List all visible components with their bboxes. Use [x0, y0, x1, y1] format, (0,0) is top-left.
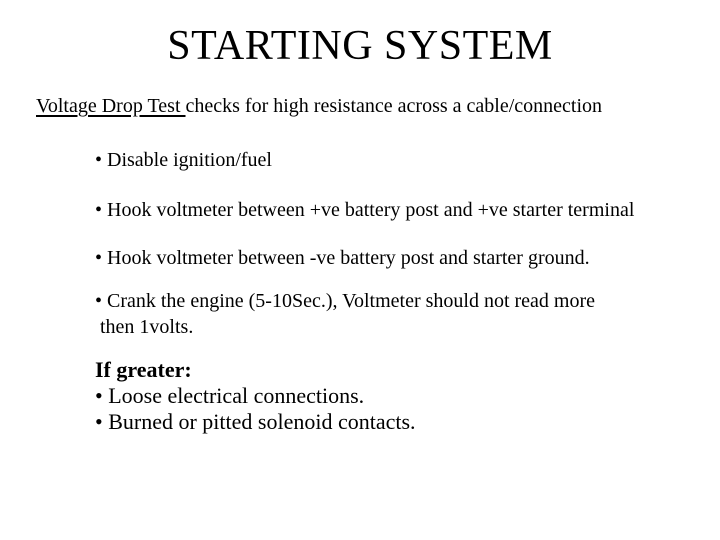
if-greater-item-loose: • Loose electrical connections.: [95, 383, 365, 408]
subtitle-term: Voltage Drop Test: [36, 95, 186, 117]
if-greater-item-burned: • Burned or pitted solenoid contacts.: [95, 409, 416, 434]
bullet-hook-positive: • Hook voltmeter between +ve battery post and +ve starter terminal: [95, 199, 635, 221]
bullet-disable-ignition: • Disable ignition/fuel: [95, 149, 272, 171]
bullet-crank-engine: [95, 288, 665, 340]
bullet-crank-engine-text: • Crank the engine (5-10Sec.), Voltmeter should not read more: [95, 290, 596, 312]
bullet-hook-negative: • Hook voltmeter between -ve battery post and starter ground.: [95, 247, 590, 269]
if-greater-heading: If greater:: [95, 357, 192, 382]
subtitle: [36, 93, 706, 119]
subtitle-text: checks for high resistance across a cable/connection: [185, 95, 602, 117]
if-greater-block: [95, 357, 695, 435]
slide-title: STARTING SYSTEM: [167, 23, 553, 69]
bullet-crank-engine-continuation: then 1volts.: [100, 316, 194, 338]
